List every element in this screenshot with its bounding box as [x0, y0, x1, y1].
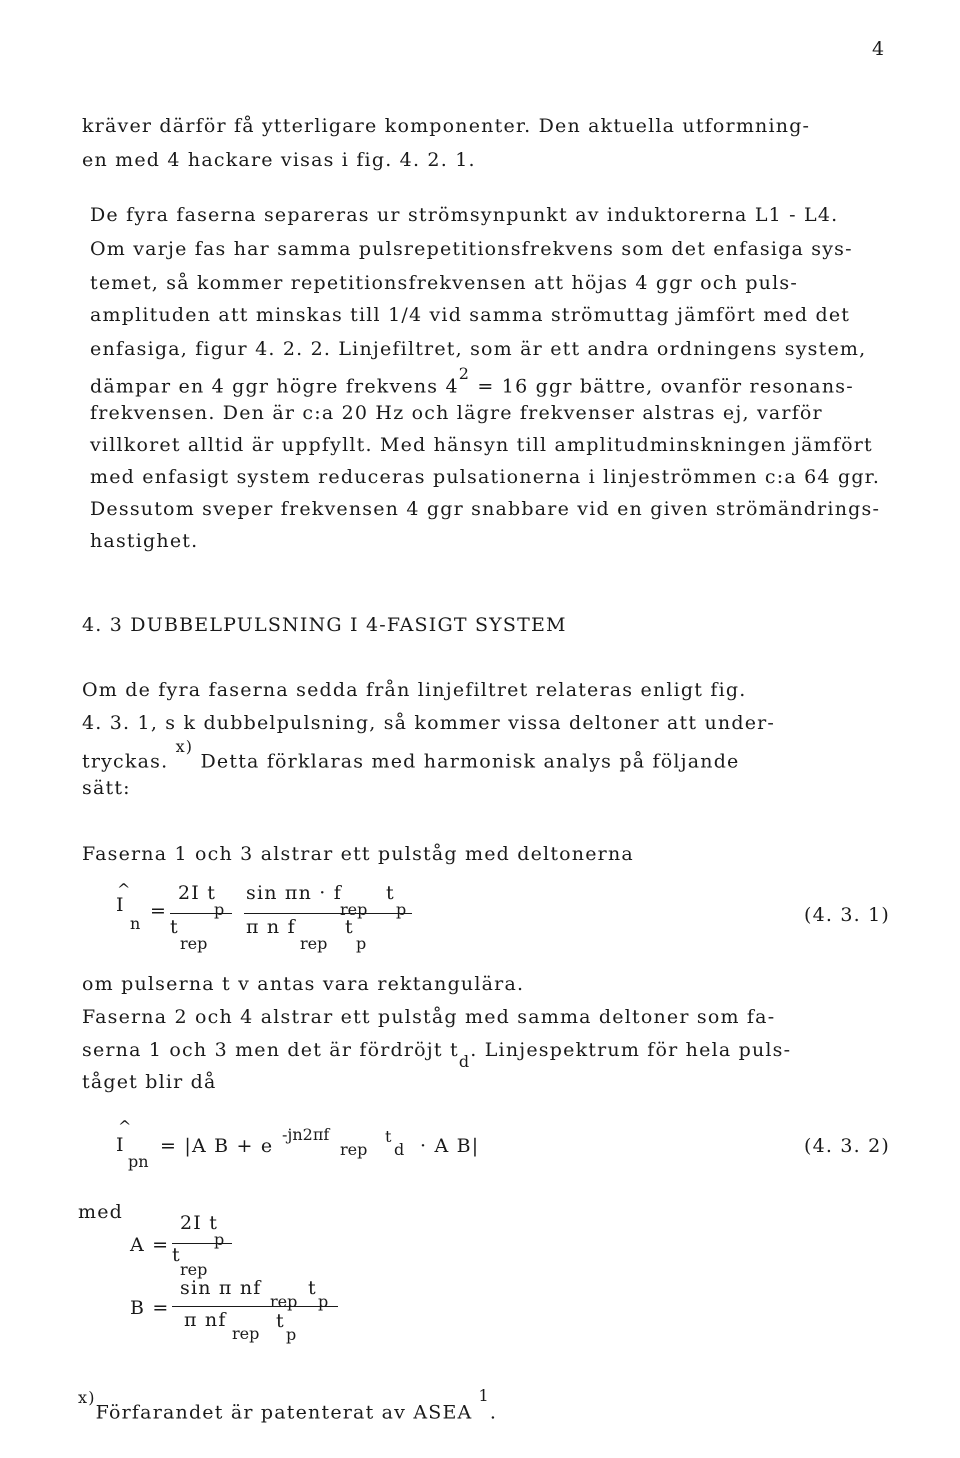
eq1-equals: =: [150, 900, 168, 922]
page-number: 4: [872, 38, 886, 60]
line-3-text-before: serna 1 och 3 men det är fördröjt t: [82, 1039, 459, 1061]
paragraph-4: Faserna 1 och 3 alstrar ett pulståg med deltonerna: [82, 843, 634, 865]
eq1-denominator-1-subscript: rep: [180, 934, 208, 953]
paragraph-2-line-2: Om varje fas har samma pulsrepetitionsfrekvens som det enfasiga sys-: [90, 238, 853, 260]
line-3-text-before: tryckas.: [82, 750, 169, 773]
eq-b-numerator-t: t: [308, 1277, 317, 1299]
eq1-denominator-1: t: [170, 916, 179, 938]
line-6-text-before: dämpar en 4 ggr högre frekvens 4: [90, 375, 459, 398]
paragraph-2-line-11: hastighet.: [90, 530, 199, 552]
footnote-text: Förfarandet är patenterat av ASEA: [95, 1401, 473, 1424]
eq2-exponent-t: t: [385, 1127, 392, 1146]
hat-symbol: ^: [117, 880, 131, 899]
eq1-denominator-2-subscript: rep: [300, 934, 328, 953]
eq-b-numerator-t-subscript: p: [318, 1292, 329, 1311]
line-6-text-after: = 16 ggr bättre, ovanför resonans-: [470, 375, 854, 398]
footnote-end: .: [489, 1401, 498, 1424]
eq2-exponent-subscript: rep: [340, 1140, 368, 1159]
eq1-numerator-2-t: t: [386, 882, 395, 904]
eq-b-denominator: π nf: [184, 1309, 227, 1331]
paragraph-5-line-4: tåget blir då: [82, 1071, 217, 1093]
paragraph-3-line-2: 4. 3. 1, s k dubbelpulsning, så kommer vissa deltoner att under-: [82, 712, 776, 734]
eq-a-numerator-subscript: p: [214, 1230, 225, 1249]
eq1-numerator-2-t-subscript: p: [396, 900, 407, 919]
delay-subscript: d: [458, 1051, 471, 1071]
eq-a-denominator-subscript: rep: [180, 1260, 208, 1279]
footnote-citation: 1: [478, 1386, 490, 1405]
eq1-lhs-subscript: n: [130, 914, 141, 933]
equation-label-4-3-1: (4. 3. 1): [804, 904, 891, 926]
eq1-fraction-bar-1: [170, 913, 232, 914]
eq-b-denominator-subscript: rep: [232, 1324, 260, 1343]
paragraph-1-line-1: kräver därför få ytterligare komponenter. Den aktuella utformning-: [82, 115, 811, 137]
footnote: [78, 1386, 498, 1424]
paragraph-5-line-3: [82, 1039, 792, 1071]
eq1-denominator-2-t-subscript: p: [356, 934, 367, 953]
paragraph-2-line-3: temet, så kommer repetitionsfrekvensen att höjas 4 ggr och puls-: [90, 272, 798, 294]
footnote-reference: x): [175, 737, 194, 756]
paragraph-3-line-4: sätt:: [82, 777, 131, 799]
eq-a-lhs: A =: [130, 1234, 170, 1256]
paragraph-2-line-1: De fyra faserna separeras ur strömsynpunkt av induktorerna L1 - L4.: [90, 204, 839, 226]
eq2-exponent: -jn2πf: [282, 1125, 330, 1144]
paragraph-2-line-9: med enfasigt system reduceras pulsationerna i linjeströmmen c:a 64 ggr.: [90, 466, 881, 488]
hat-symbol: ^: [118, 1117, 132, 1136]
eq2-lhs-subscript: pn: [128, 1152, 149, 1171]
paragraph-2-line-4: amplituden att minskas till 1/4 vid samma strömuttag jämfört med det: [90, 304, 851, 326]
paragraph-3-line-1: Om de fyra faserna sedda från linjefiltret relateras enligt fig.: [82, 679, 747, 701]
eq-b-numerator-subscript: rep: [270, 1292, 298, 1311]
paragraph-2-line-8: villkoret alltid är uppfyllt. Med hänsyn till amplitudminskningen jämfört: [90, 434, 873, 456]
eq-a-numerator: 2I t: [180, 1212, 219, 1234]
eq-a-fraction-bar: [172, 1243, 232, 1244]
line-3-text-after: Detta förklaras med harmonisk analys på följande: [200, 750, 740, 773]
eq-b-denominator-t: t: [276, 1310, 285, 1332]
eq1-fraction-bar-2: [244, 913, 412, 914]
paragraph-5-line-2: Faserna 2 och 4 alstrar ett pulståg med samma deltoner som fa-: [82, 1006, 776, 1028]
paragraph-1-line-2: en med 4 hackare visas i fig. 4. 2. 1.: [82, 149, 476, 171]
paragraph-2-line-6: [90, 364, 854, 398]
footnote-marker: x): [78, 1388, 96, 1407]
eq1-numerator-1: 2I t: [178, 882, 217, 904]
eq2-exponent-t-subscript: d: [394, 1140, 405, 1159]
med-label: med: [78, 1201, 124, 1223]
eq1-denominator-2-t: t: [345, 916, 354, 938]
eq2-tail: · A B|: [420, 1135, 480, 1157]
paragraph-3-line-3: [82, 737, 740, 773]
eq1-numerator-1-subscript: p: [214, 900, 225, 919]
paragraph-2-line-7: frekvensen. Den är c:a 20 Hz och lägre frekvenser alstras ej, varför: [90, 402, 823, 424]
eq-b-fraction-bar: [172, 1306, 338, 1307]
paragraph-5-line-1: om pulserna t v antas vara rektangulära.: [82, 973, 525, 995]
eq1-denominator-2: π n f: [246, 916, 296, 938]
paragraph-2-line-5: enfasiga, figur 4. 2. 2. Linjefiltret, som är ett andra ordningens system,: [90, 338, 867, 360]
equation-label-4-3-2: (4. 3. 2): [804, 1135, 891, 1157]
section-heading: 4. 3 DUBBELPULSNING I 4-FASIGT SYSTEM: [82, 614, 567, 636]
eq-b-numerator: sin π nf: [180, 1277, 262, 1299]
paragraph-2-line-10: Dessutom sveper frekvensen 4 ggr snabbare vid en given strömändrings-: [90, 498, 881, 520]
eq2-main: = |A B + e: [160, 1135, 274, 1157]
eq-b-lhs: B =: [130, 1297, 170, 1319]
eq2-lhs: I: [116, 1134, 125, 1156]
eq-a-denominator: t: [172, 1244, 181, 1266]
line-3-text-after: . Linjespektrum för hela puls-: [470, 1039, 792, 1061]
eq-b-denominator-t-subscript: p: [286, 1325, 297, 1344]
eq1-numerator-2: sin πn · f: [246, 882, 342, 904]
eq1-lhs: I: [116, 894, 125, 916]
eq1-numerator-2-subscript: rep: [340, 900, 368, 919]
exponent: 2: [458, 364, 471, 383]
